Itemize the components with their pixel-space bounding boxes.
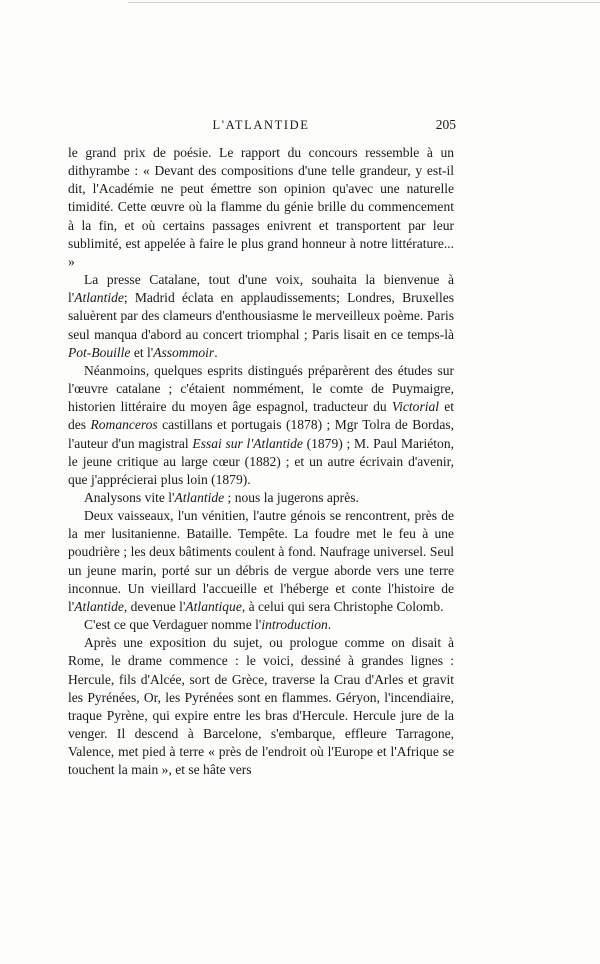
- text-run: (1879) ; M. Paul Mariéton, le jeune critique au large cœur (1882) ; et un autre écrivain d'avenir, que j'apprécierai plus loin (1879).: [68, 435, 454, 487]
- italic-title: Atlantique: [185, 598, 242, 614]
- body-text: [68, 144, 454, 779]
- text-run: , à celui qui sera Christophe Colomb.: [241, 598, 444, 614]
- paragraph: [68, 362, 454, 489]
- italic-title: Essai sur l'Atlantide: [192, 435, 303, 451]
- top-edge-rule: [128, 2, 600, 3]
- page-number: 205: [435, 117, 456, 132]
- italic-title: Romanceros: [90, 417, 158, 433]
- text-run: , devenue l': [123, 598, 186, 614]
- text-run: ; Madrid éclata en applaudissements; Londres, Bruxelles saluèrent par des clameurs d'enthousiasme le merveilleux poème. Paris seul manqua d'abord au concert triomphal ; Paris lisait en ce temps-là: [68, 290, 454, 342]
- paragraph: [68, 616, 454, 634]
- italic-title: introduction: [261, 617, 328, 633]
- text-run: .: [214, 344, 218, 360]
- paragraph: [68, 489, 454, 507]
- italic-title: Pot-Bouille: [68, 344, 131, 360]
- text-run: et des: [68, 399, 454, 433]
- text-run: Néanmoins, quelques esprits distingués préparèrent des études sur l'œuvre catalane ; c'étaient nommément, le comte de Puymaigre, historien littéraire du moyen âge espagnol, traducteur du: [68, 362, 454, 415]
- paragraph: [68, 634, 454, 779]
- italic-title: Atlantide: [174, 489, 225, 505]
- text-run: et l': [130, 344, 154, 360]
- text-run: ; nous la jugerons après.: [224, 489, 359, 505]
- paragraph: [68, 144, 454, 271]
- running-title: L'ATLANTIDE: [212, 118, 310, 132]
- text-run: C'est ce que Verdaguer nomme l': [84, 617, 262, 633]
- text-run: .: [327, 617, 332, 633]
- italic-title: Atlantide: [74, 598, 124, 614]
- italic-title: Victorial: [391, 399, 440, 415]
- page-header: [68, 118, 454, 136]
- text-run: castillans et portugais (1878) ; Mgr Tolra de Bordas, l'auteur d'un magistral: [68, 417, 454, 451]
- text-run: Deux vaisseaux, l'un vénitien, l'autre génois se rencontrent, près de la mer lusitanienne. Bataille. Tempête. La foudre met le feu à une poudrière ; les deux bâtiments coulent à fond. Naufrage universel. Seul un jeune marin, porté sur un débris de vergue aborde vers une terre inconnue. Un vieillard l'accueille et l'héberge et conte l'histoire de l': [68, 508, 454, 614]
- text-run: le grand prix de poésie. Le rapport du concours ressemble à un dithyrambe : « Devant des compositions d'une telle grandeur, y est-il dit, l'Académie ne peut émettre son opinion qu'avec une naturelle timidité. Cette œuvre où la flamme du génie brille du commencement à la fin, et où certains passages enivrent et transportent par leur sublimité, est appelée à faire le plus grand honneur à notre littérature... »: [68, 145, 454, 269]
- paragraph: [68, 271, 454, 362]
- paragraph: [68, 507, 454, 616]
- italic-title: Assommoir: [153, 344, 215, 360]
- text-run: La presse Catalane, tout d'une voix, souhaita la bienvenue à l': [68, 272, 454, 306]
- italic-title: Atlantide: [74, 290, 124, 306]
- text-run: Après une exposition du sujet, ou prologue comme on disait à Rome, le drame commence : le voici, dessiné à grandes lignes : Hercule, fils d'Alcée, sort de Grèce, traverse la Crau d'Arles et gravit les Pyrénées, Or, les Pyrénées sont en flammes. Géryon, l'incendiaire, traque Pyrène, qui expire entre les bras d'Hercule. Hercule jure de la venger. Il descend à Barcelone, s'embarque, effleure Tarragone, Valence, met pied à terre « près de l'endroit où l'Europe et l'Afrique se touchent la main », et se hâte vers: [68, 635, 454, 778]
- text-run: Analysons vite l': [84, 489, 175, 505]
